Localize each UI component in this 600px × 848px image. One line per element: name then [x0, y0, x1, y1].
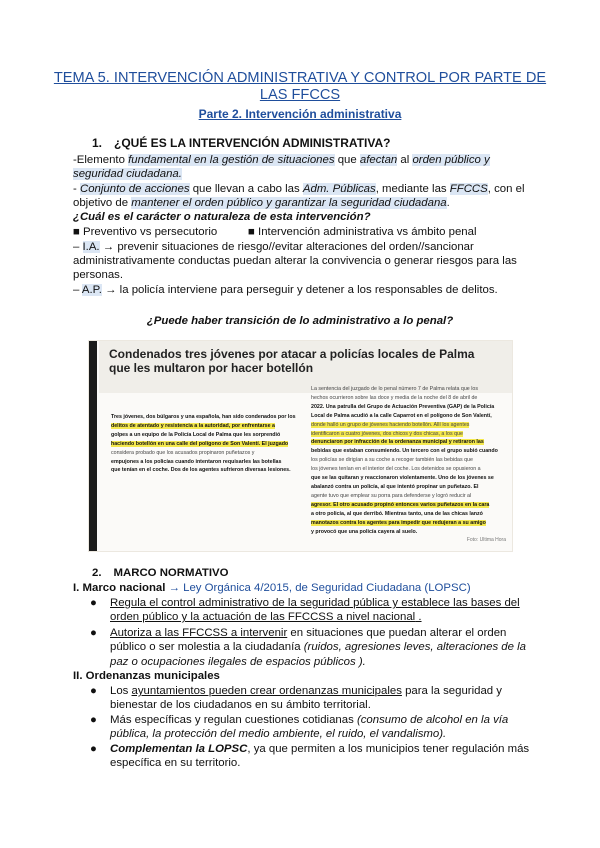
text: → prevenir situaciones de riesgo//evitar alteraciones del orden//sancionar [99, 241, 474, 253]
list-item [90, 626, 530, 670]
text: -Elemento [73, 154, 129, 166]
ap-abbreviation: A.P. [81, 284, 102, 296]
news-left-line: delitos de atentado y resistencia a la autoridad, por enfrentarse a [111, 422, 275, 429]
bullet-text [110, 626, 530, 669]
news-right-line: denunciaron por infracción de la ordenanza municipal y retiraron las [311, 439, 484, 446]
news-clipping-image [88, 340, 513, 552]
ia-line-3: personas. [73, 269, 124, 281]
marco-nacional-line [73, 581, 471, 595]
text: objetivo de [73, 197, 132, 209]
highlight: FFCCS [449, 183, 488, 195]
text: – [73, 241, 83, 253]
news-right-line: identificaron a cuatro jóvenes, dos chicos y dos chicas, a los que [311, 430, 463, 437]
text-line: Más específicas y regulan cuestiones cotidianas (consumo de alcohol en la vía [110, 714, 509, 726]
document-title: TEMA 5. INTERVENCIÓN ADMINISTRATIVA Y CONTROL POR PARTE DE LAS FFCCS [53, 70, 547, 103]
marco-nacional-label: I. Marco nacional [73, 582, 166, 594]
character-item-1: ■ Preventivo vs persecutorio [73, 226, 218, 238]
news-right-line: hechos ocurrieron sobre las doce y media de la noche del 8 de abril de [311, 394, 478, 401]
news-right-line: 2022. Una patrulla del Grupo de Actuación Preventiva (GAP) de la Policía [311, 403, 495, 410]
transition-question: ¿Puede haber transición de lo administrativo a lo penal? [146, 315, 454, 327]
ia-line-1 [73, 240, 533, 254]
list-item [90, 713, 530, 743]
news-left-line: Tres jóvenes, dos búlgaros y una española, han sido condenados por los [111, 414, 296, 420]
news-right-line: que se las quitaran y reaccionaron violentamente. Uno de los jóvenes se [311, 475, 494, 482]
text: , con el [487, 183, 525, 195]
text-line: orden público y la actuación de las FFCCSS a nivel nacional . [110, 611, 422, 624]
news-left-line: golpes a un equipo de la Policía Local de Palma que les sorprendió [111, 431, 281, 438]
news-headline [109, 347, 489, 375]
definition-line-4 [73, 196, 533, 210]
news-right-line: bebidas que estaban consumiendo. Un tercero con el grupo subió cuando [311, 448, 498, 455]
text: - [73, 183, 80, 195]
text-line: Regula el control administrativo de la seguridad pública y establece las bases del [110, 597, 520, 609]
news-right-line: La sentencia del juzgado de lo penal número 7 de Palma relata que los [311, 386, 478, 392]
lopsc-reference: → Ley Orgánica 4/2015, de Seguridad Ciudadana (LOPSC) [165, 582, 471, 594]
bullet-icon: ● [90, 743, 97, 755]
list-item [90, 684, 530, 714]
ia-abbreviation: I.A. [82, 241, 100, 253]
news-left-bar [89, 341, 97, 552]
section-1-number: 1. [92, 136, 103, 150]
news-right-line: y provocó que una policía cayera al suelo. [311, 528, 418, 535]
text-line: paz o ocupaciones ilegales de espacios públicos ). [110, 655, 366, 668]
news-right-line: agresor. El otro acusado propinó entonces varios puñetazos en la cara [311, 501, 490, 508]
bullet-text [110, 684, 530, 713]
text: al [397, 154, 413, 166]
section-1-title: ¿QUÉ ES LA INTERVENCIÓN ADMINISTRATIVA? [114, 136, 391, 150]
news-right-line: manotazos contra los agentes para impedir que redujeran a su amigo [311, 519, 486, 526]
news-right-line: abalanzó contra un policía, al que intentó propinar un puñetazo. El [311, 483, 479, 490]
section-1-heading [92, 136, 390, 150]
text-line: Complementan la LOPSC, ya que permiten a los municipios tener regulación más [110, 743, 530, 755]
definition-line-2 [73, 167, 533, 181]
text: . [446, 197, 450, 209]
ap-line [73, 283, 533, 297]
character-item-2: ■ Intervención administrativa vs ámbito penal [248, 226, 477, 238]
bullet-text [110, 713, 530, 742]
text-line: bienestar de los ciudadanos en su ámbito territorial. [110, 699, 371, 712]
text: que [334, 154, 360, 166]
highlight: orden público y [412, 154, 490, 166]
list-item [90, 742, 530, 772]
news-left-line: que tenían en el coche. Dos de los agentes sufrieron diversas lesiones. [111, 467, 291, 474]
section-2-title: MARCO NORMATIVO [113, 567, 229, 579]
news-left-line: considera probado que los acusados propinaron puñetazos y [111, 449, 255, 456]
news-right-line: agente tuvo que emplear su porra para defenderse y logró reducir al [311, 492, 472, 499]
highlight: Adm. Públicas [302, 183, 376, 195]
news-right-line: los jóvenes tenían en el interior del coche. Los detenidos se opusieron a [311, 466, 481, 473]
news-photo-credit: Foto: Ultima Hora [466, 536, 506, 543]
highlight: fundamental en la gestión de situaciones [128, 154, 335, 166]
nature-question: ¿Cuál es el carácter o naturaleza de esta intervención? [73, 211, 371, 223]
news-right-line: Local de Palma acudió a la calle Caparrot en el polígono de Son Valentí, [311, 412, 492, 419]
text: → la policía interviene para perseguir y detener a los responsables de delitos. [101, 284, 498, 296]
news-right-line: donde halló un grupo de jóvenes haciendo botellón. Allí los agentes [311, 421, 470, 428]
news-column-left [111, 413, 306, 475]
text-line: pública, la protección del medio ambiente, el ruido, el vandalismo). [110, 728, 447, 741]
highlight: Conjunto de acciones [79, 183, 190, 195]
news-right-line: los policías se dirigían a su coche a recoger también las bebidas que [311, 457, 473, 464]
text-line: Autoriza a las FFCCSS a intervenir en situaciones que puedan alterar el orden [110, 627, 507, 639]
highlight: afectan [359, 154, 398, 166]
bullet-text [110, 742, 530, 771]
bullet-icon: ● [90, 685, 97, 697]
news-column-right [311, 385, 511, 536]
bullet-icon: ● [90, 714, 97, 726]
section-2-heading [92, 566, 228, 580]
news-headline-line-2: que les multaron por hacer botellón [109, 361, 314, 375]
text-line: público o ser molestia a la ciudadanía (ruidos, agresiones leves, alteraciones de la [110, 641, 527, 654]
definition-line-1 [73, 153, 533, 167]
text-line: Los ayuntamientos pueden crear ordenanzas municipales para la seguridad y [110, 685, 502, 697]
text: que llevan a cabo las [189, 183, 303, 195]
bullet-icon: ● [90, 597, 97, 609]
highlight: mantener el orden público y garantizar la seguridad ciudadana [131, 197, 447, 209]
list-item [90, 596, 530, 626]
news-left-line: haciendo botellón en una calle del polígono de Son Valentí. El juzgado [111, 440, 289, 447]
document-subtitle: Parte 2. Intervención administrativa [198, 107, 402, 121]
news-headline-line-1: Condenados tres jóvenes por atacar a policías locales de Palma [109, 347, 475, 361]
bullet-text [110, 596, 530, 625]
section-2-number: 2. [92, 567, 102, 579]
text: , mediante las [375, 183, 450, 195]
ordenanzas-heading: II. Ordenanzas municipales [73, 670, 220, 682]
news-left-line: empujones a los policías cuando intentaron requisarles las botellas [111, 458, 282, 465]
bullet-icon: ● [90, 627, 97, 639]
news-right-line: a otro policía, al que derribó. Mientras tanto, una de las chicas lanzó [311, 510, 483, 517]
definition-line-3 [73, 182, 533, 196]
highlight: seguridad ciudadana. [73, 168, 182, 180]
text-line: específica en su territorio. [110, 757, 241, 770]
text: – [73, 284, 82, 296]
ia-line-2: administrativamente conductas puedan alterar la convivencia o generar riesgos para las [73, 255, 517, 267]
